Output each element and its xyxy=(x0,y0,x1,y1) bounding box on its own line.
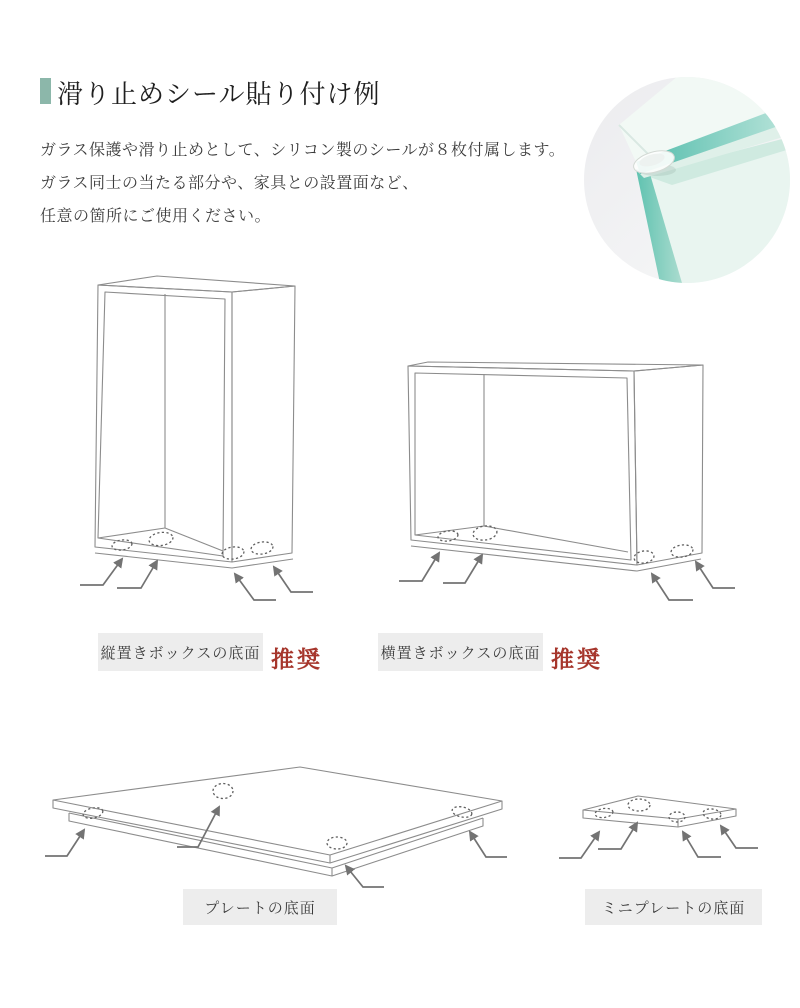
horizontal-box-illustration xyxy=(390,340,750,620)
vertical-box-illustration xyxy=(60,260,380,620)
plate-wireframe xyxy=(53,767,502,876)
seal-position-arrows xyxy=(559,823,758,858)
teal-square-bullet xyxy=(40,78,51,104)
plate-illustration xyxy=(20,750,520,910)
intro-line-2: ガラス同士の当たる部分や、家具との設置面など、 xyxy=(40,175,419,192)
caption-vertical-box: 縦置きボックスの底面 xyxy=(98,633,263,671)
seal-position-arrows xyxy=(399,553,735,600)
mini-plate-wireframe xyxy=(583,796,736,827)
intro-line-3: 任意の箇所にご使用ください。 xyxy=(40,208,272,225)
vertical-box-wireframe xyxy=(95,276,295,568)
caption-horizontal-box: 横置きボックスの底面 xyxy=(378,633,543,671)
seal-position-marks xyxy=(82,784,473,850)
seal-position-marks xyxy=(437,524,693,564)
seal-position-marks xyxy=(111,531,273,561)
glass-corner-photo xyxy=(584,77,790,283)
caption-mini-plate: ミニプレートの底面 xyxy=(585,889,762,925)
caption-plate: プレートの底面 xyxy=(183,889,337,925)
intro-line-1: ガラス保護や滑り止めとして、シリコン製のシールが８枚付属します。 xyxy=(40,142,566,159)
intro-paragraph xyxy=(40,134,565,233)
seal-position-arrows xyxy=(45,807,507,887)
recommended-badge: 推奨 xyxy=(271,646,323,672)
horizontal-box-wireframe xyxy=(408,362,703,571)
section-title: 滑り止めシール貼り付け例 xyxy=(57,80,381,109)
recommended-badge: 推奨 xyxy=(551,646,603,672)
seal-position-arrows xyxy=(80,559,313,600)
